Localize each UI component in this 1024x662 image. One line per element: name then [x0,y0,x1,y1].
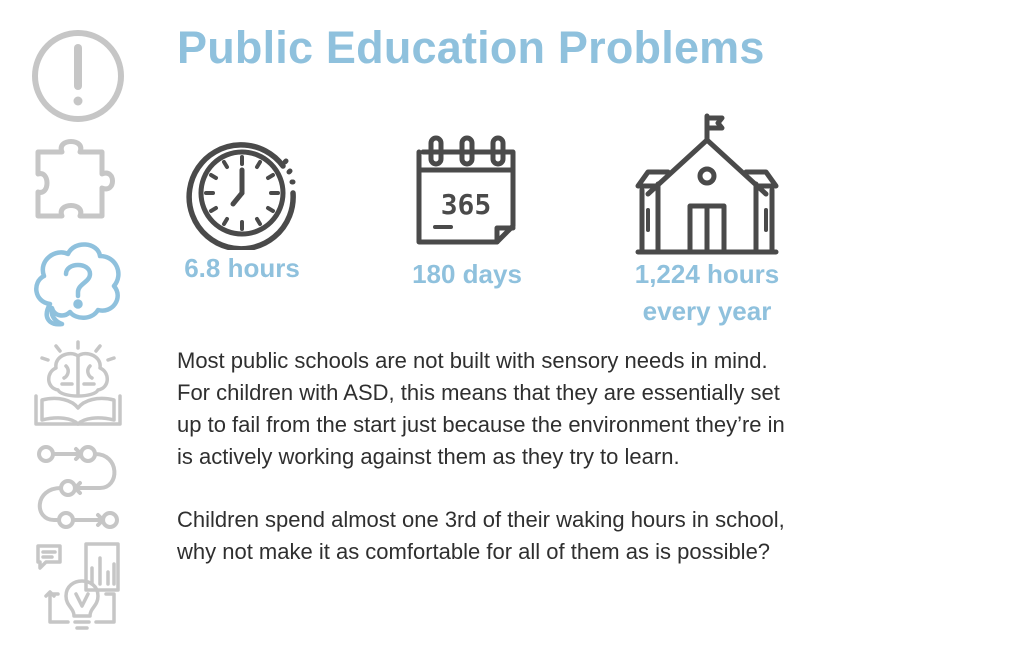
stat-label-line2: every year [642,296,772,326]
stat-label: 6.8 hours [184,253,300,283]
puzzle-piece-icon[interactable] [28,132,128,232]
stat-school-days [397,132,537,293]
brain-book-icon[interactable] [28,334,128,434]
calendar-number: 365 [440,188,492,221]
calendar-icon [397,132,537,256]
paragraph-waking-hours: Children spend almost one 3rd of their waking hours in school, why not make it as comfortable for all of them as is possible? [177,507,785,564]
sidebar [0,0,150,662]
body-text [177,345,797,568]
stat-label: 180 days [412,259,522,289]
page-title: Public Education Problems [177,22,765,73]
stat-label-line1: 1,224 hours [634,259,780,289]
exclamation-icon[interactable] [28,26,128,126]
clock-icon [172,136,312,250]
stat-daily-hours [172,136,312,287]
process-flow-icon[interactable] [28,436,128,536]
stat-yearly-hours [622,110,792,330]
school-icon [622,110,792,256]
question-bubble-icon[interactable] [28,234,128,334]
idea-analytics-icon[interactable] [28,536,128,636]
paragraph-sensory-needs: Most public schools are not built with sensory needs in mind. For children with ASD, this means that they are essentially set up to fail from the start just because the environment they’re in is actively working against them as they try to learn. [177,348,791,469]
